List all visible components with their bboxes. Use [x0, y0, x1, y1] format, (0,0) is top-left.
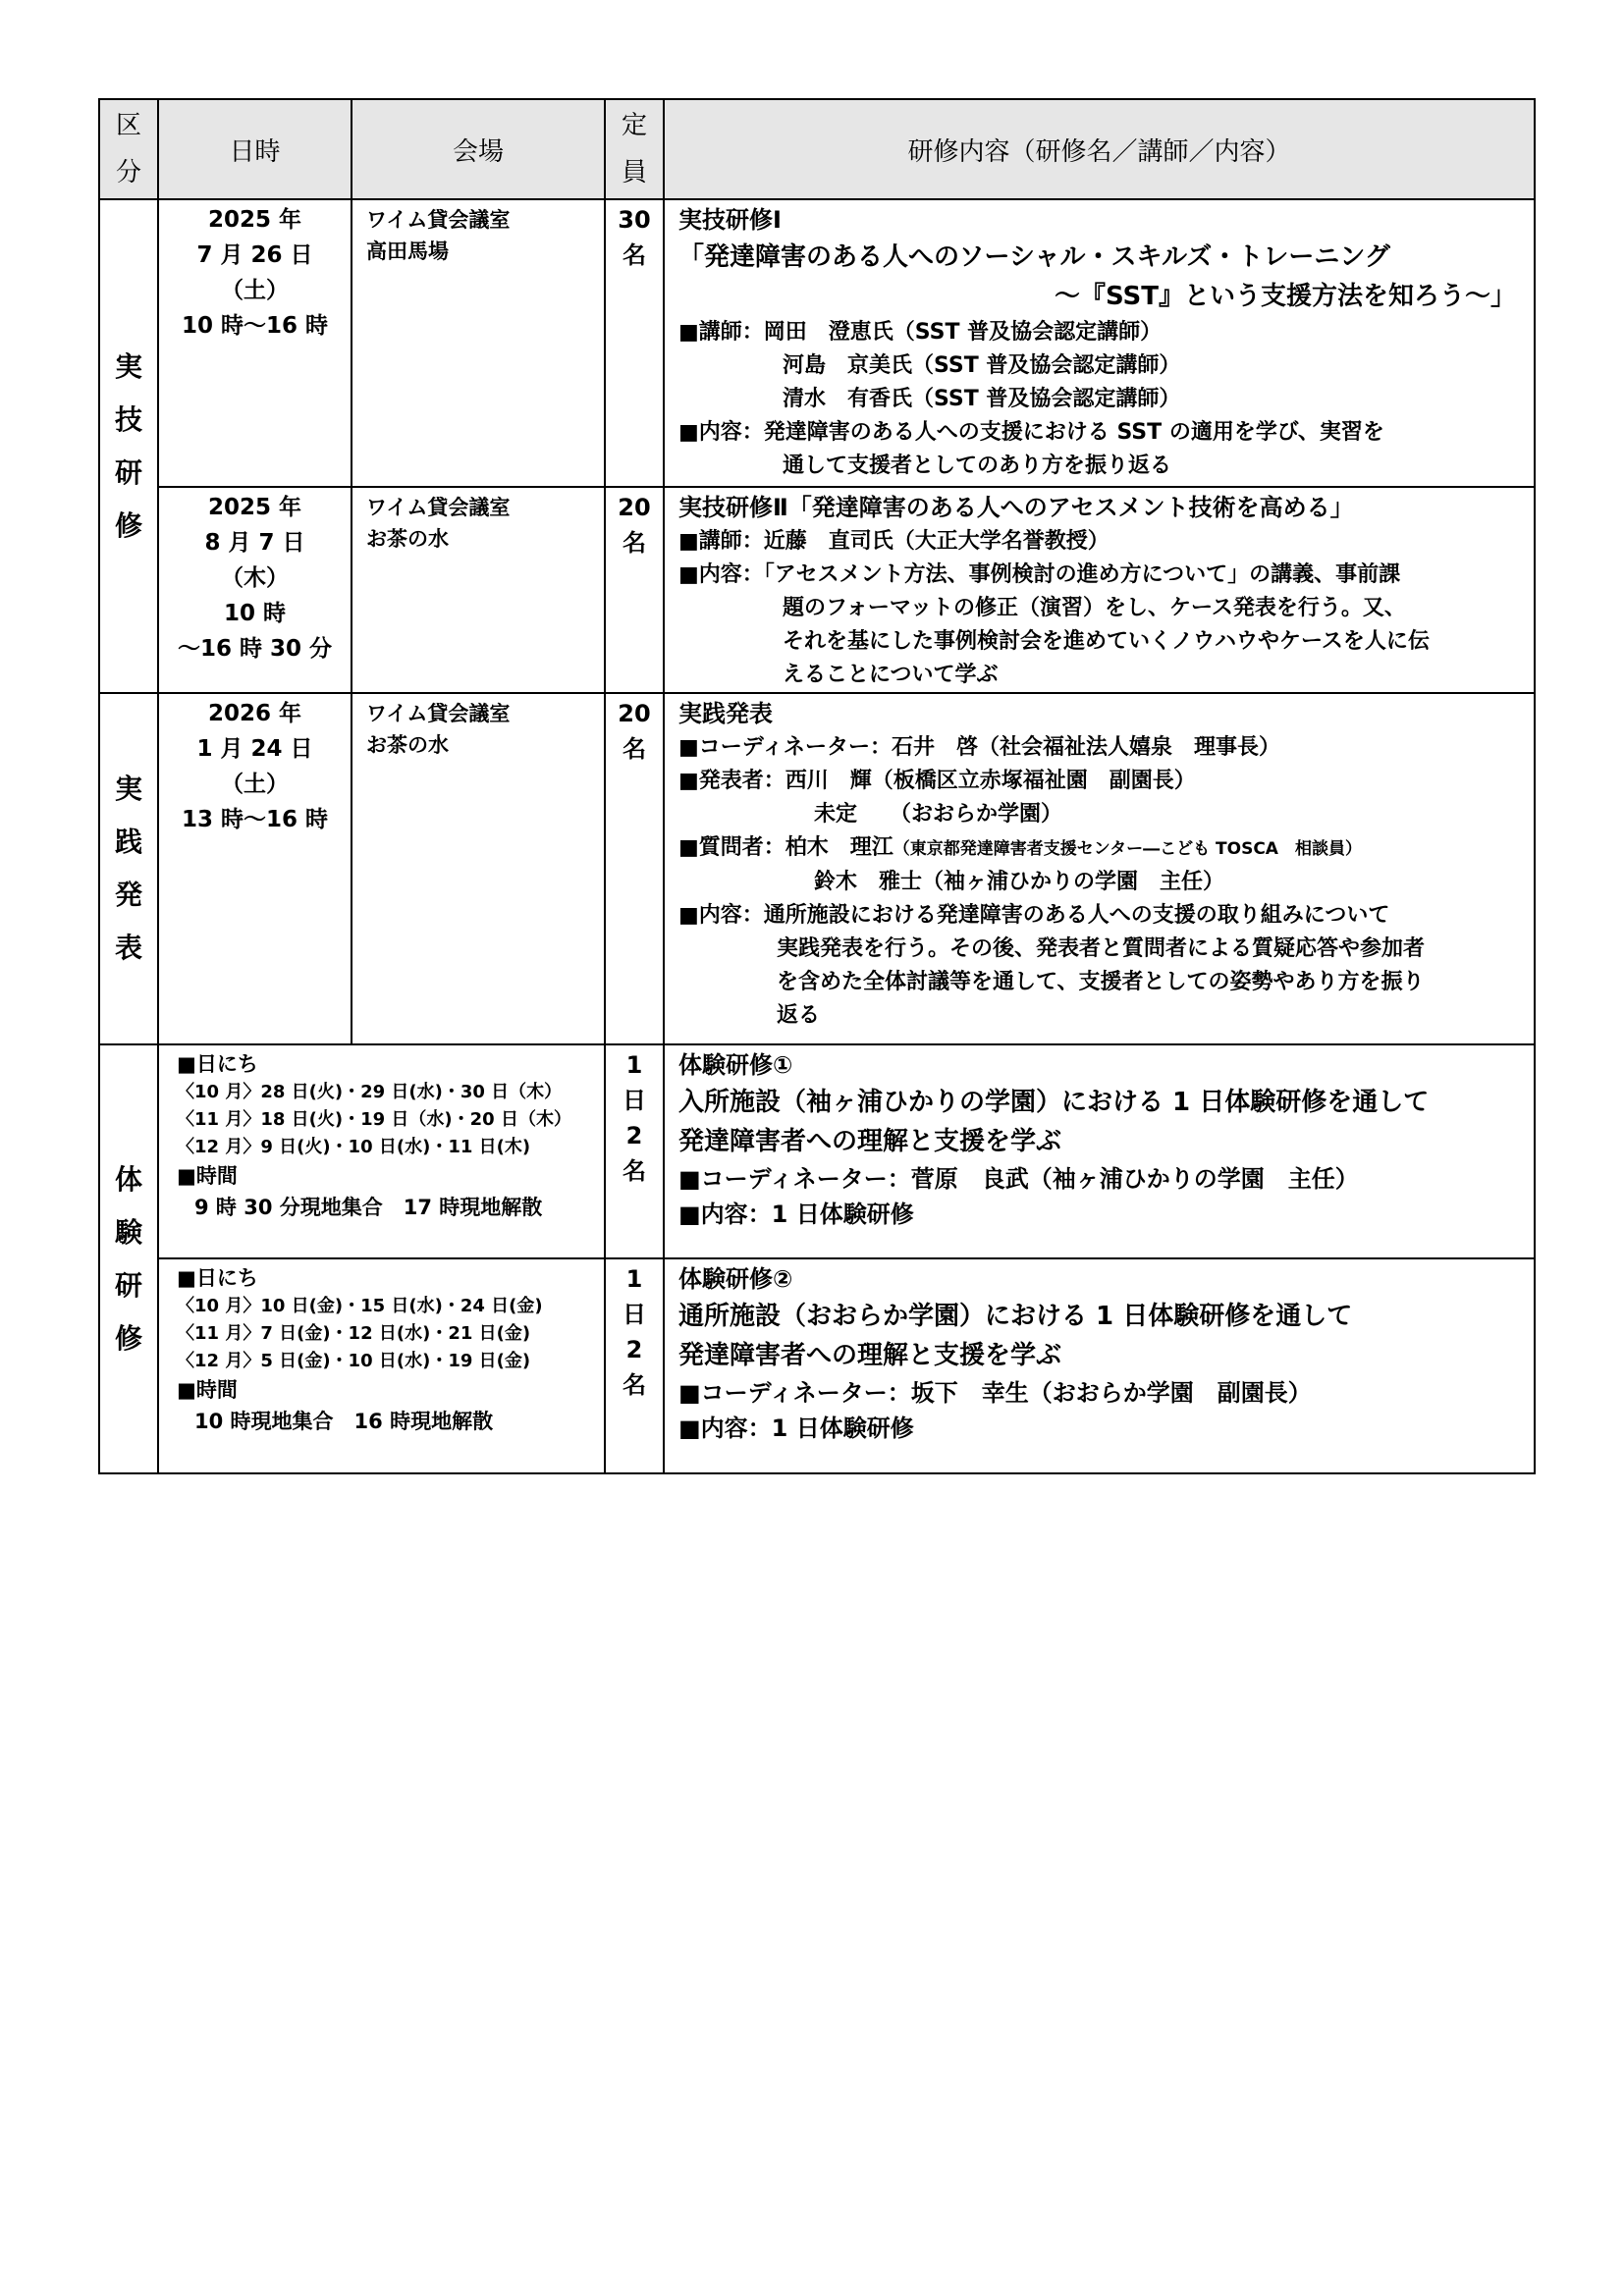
content-cell: [664, 1044, 1535, 1258]
date-line: 〈11 月〉18 日(火)・19 日（水)・20 日（木）: [177, 1109, 571, 1130]
presenter-line: ■発表者：西川 輝（板橋区立赤塚福祉園 副園長）: [678, 769, 1196, 793]
capacity-cell: 20 名: [605, 487, 664, 693]
questioner-line: ■質問者：柏木 理江（東京都発達障害者支援センター―こども TOSCA 相談員）: [678, 835, 1362, 860]
capacity-cell: 30 名: [605, 199, 664, 487]
capacity-cell: 1 日 2 名: [605, 1258, 664, 1473]
venue-cell: ワイム貸会議室 お茶の水: [352, 487, 605, 693]
header-content: 研修内容（研修名／講師／内容）: [664, 99, 1535, 199]
time-heading: ■時間: [177, 1164, 238, 1188]
coordinator-line: ■コーディネーター：坂下 幸生（おおらか学園 副園長）: [678, 1379, 1312, 1407]
date-line: 〈11 月〉7 日(金)・12 日(水)・21 日(金): [177, 1323, 531, 1344]
date-cell: 2026 年 1 月 24 日 （土） 13 時～16 時: [158, 693, 352, 1044]
course-title: 体験研修②: [678, 1265, 793, 1293]
dates-heading: ■日にち: [177, 1052, 258, 1076]
date-line: 〈10 月〉10 日(金)・15 日(水)・24 日(金): [177, 1296, 543, 1316]
lecturer-line: ■講師：近藤 直司氏（大正大学名誉教授）: [678, 529, 1110, 554]
venue-cell: ワイム貸会議室 お茶の水: [352, 693, 605, 1044]
course-line: 通所施設（おおらか学園）における 1 日体験研修を通して: [678, 1302, 1353, 1331]
table-row: [99, 487, 1535, 693]
header-venue: 会場: [352, 99, 605, 199]
description-line: 返る: [777, 1003, 821, 1028]
coordinator-line: ■コーディネーター：菅原 良武（袖ヶ浦ひかりの学園 主任）: [678, 1165, 1359, 1193]
training-schedule-table: [98, 98, 1536, 1474]
description-line: 実践発表を行う。その後、発表者と質問者による質疑応答や参加者: [777, 936, 1426, 961]
dates-cell: [158, 1258, 605, 1473]
presenter-line: 未定 （おおらか学園）: [814, 802, 1063, 827]
header-row: [99, 99, 1535, 199]
description-line: ■内容：「アセスメント方法、事例検討の進め方について」の講義、事前課: [678, 562, 1401, 587]
content-cell: [664, 693, 1535, 1044]
time-line: 9 時 30 分現地集合 17 時現地解散: [194, 1196, 543, 1219]
course-title: 実践発表: [678, 700, 773, 727]
course-line: 発達障害者への理解と支援を学ぶ: [678, 1341, 1062, 1370]
category-experience-training: 体 験 研 修: [99, 1044, 158, 1473]
time-heading: ■時間: [177, 1378, 238, 1402]
date-cell: 2025 年 7 月 26 日 （土） 10 時～16 時: [158, 199, 352, 487]
time-line: 10 時現地集合 16 時現地解散: [194, 1410, 494, 1433]
table-row: [99, 1258, 1535, 1473]
lecturer-line: ■講師：岡田 澄恵氏（SST 普及協会認定講師）: [678, 320, 1163, 345]
table-row: [99, 199, 1535, 487]
header-date: 日時: [158, 99, 352, 199]
description-line: を含めた全体討議等を通して、支援者としての姿勢やあり方を振り: [777, 970, 1425, 994]
description-line: ■内容：1 日体験研修: [678, 1415, 914, 1442]
course-line: 入所施設（袖ヶ浦ひかりの学園）における 1 日体験研修を通して: [678, 1088, 1430, 1117]
lecturer-line: 河島 京美氏（SST 普及協会認定講師）: [783, 353, 1181, 378]
content-cell: [664, 487, 1535, 693]
header-category: 区 分: [99, 99, 158, 199]
course-title: 実技研修Ⅱ「発達障害のある人へのアセスメント技術を高める」: [678, 494, 1354, 521]
course-title: 実技研修Ⅰ: [678, 206, 782, 234]
description-line: 通して支援者としてのあり方を振り返る: [783, 454, 1172, 478]
content-cell: [664, 199, 1535, 487]
description-line: えることについて学ぶ: [783, 663, 999, 687]
date-line: 〈12 月〉9 日(火)・10 日(水)・11 日(木): [177, 1137, 531, 1157]
date-cell: 2025 年 8 月 7 日 （木） 10 時 ～16 時 30 分: [158, 487, 352, 693]
course-line: 発達障害者への理解と支援を学ぶ: [678, 1127, 1062, 1156]
course-name: 「発達障害のある人へのソーシャル・スキルズ・トレーニング: [678, 242, 1390, 272]
coordinator-line: ■コーディネーター：石井 啓（社会福祉法人嬉泉 理事長）: [678, 735, 1281, 760]
date-line: 〈12 月〉5 日(金)・10 日(水)・19 日(金): [177, 1351, 531, 1371]
capacity-cell: 20 名: [605, 693, 664, 1044]
lecturer-line: 清水 有香氏（SST 普及協会認定講師）: [783, 387, 1181, 411]
category-practice-presentation: 実 践 発 表: [99, 693, 158, 1044]
category-practical-training: 実 技 研 修: [99, 199, 158, 693]
table-row: [99, 693, 1535, 1044]
description-line: ■内容：発達障害のある人への支援における SST の適用を学び、実習を: [678, 420, 1384, 445]
description-line: ■内容：通所施設における発達障害のある人への支援の取り組みについて: [678, 903, 1390, 928]
questioner-line: 鈴木 雅士（袖ヶ浦ひかりの学園 主任）: [814, 870, 1225, 894]
capacity-cell: 1 日 2 名: [605, 1044, 664, 1258]
description-line: ■内容：1 日体験研修: [678, 1201, 914, 1228]
header-capacity: 定 員: [605, 99, 664, 199]
date-line: 〈10 月〉28 日(火)・29 日(水)・30 日（木）: [177, 1082, 563, 1102]
course-title: 体験研修①: [678, 1051, 793, 1079]
description-line: それを基にした事例検討会を進めていくノウハウやケースを人に伝: [783, 629, 1430, 654]
table-row: [99, 1044, 1535, 1258]
dates-heading: ■日にち: [177, 1266, 258, 1290]
description-line: 題のフォーマットの修正（演習）をし、ケース発表を行う。又、: [783, 596, 1406, 620]
content-cell: [664, 1258, 1535, 1473]
venue-cell: ワイム貸会議室 高田馬場: [352, 199, 605, 487]
dates-cell: [158, 1044, 605, 1258]
course-subtitle: ～『SST』という支援方法を知ろう～」: [1054, 282, 1516, 311]
